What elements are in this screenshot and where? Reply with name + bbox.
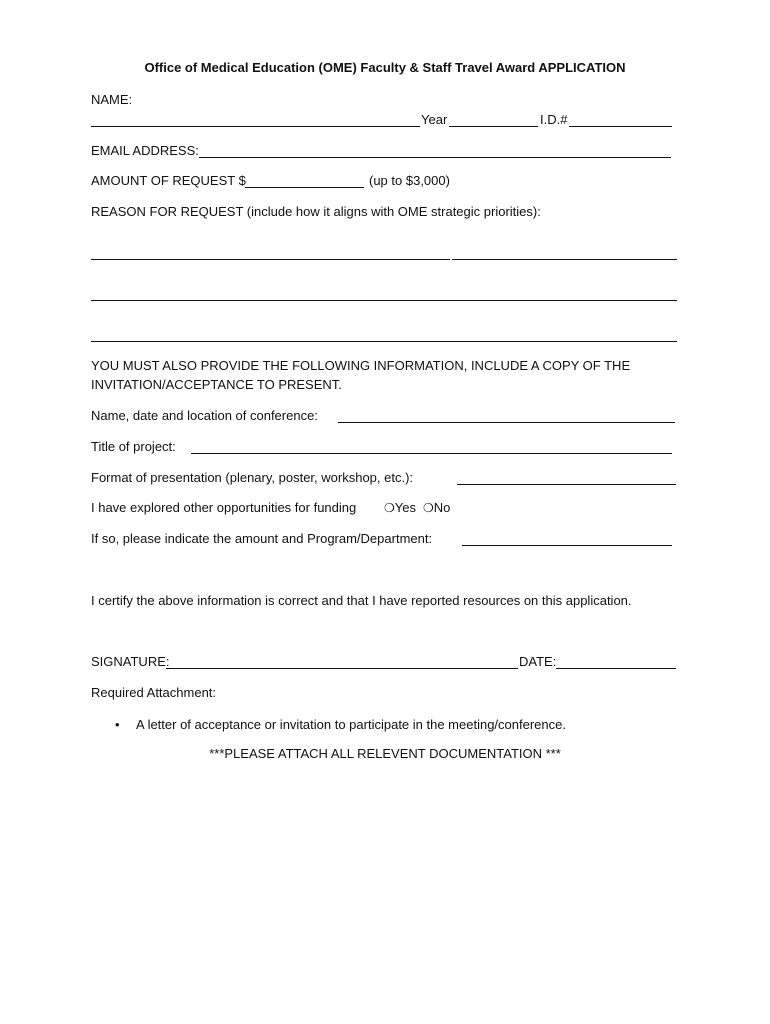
funding-label: I have explored other opportunities for funding bbox=[91, 500, 357, 515]
id-field[interactable] bbox=[569, 126, 672, 127]
amount-field[interactable] bbox=[245, 187, 364, 188]
if-so-label: If so, please indicate the amount and Program/Department: bbox=[91, 531, 433, 546]
id-label: I.D.# bbox=[540, 112, 568, 127]
no-label: No bbox=[433, 500, 451, 515]
project-title-field[interactable] bbox=[191, 453, 672, 454]
must-provide-line-2: INVITATION/ACCEPTANCE TO PRESENT. bbox=[91, 377, 342, 392]
amount-note: (up to $3,000) bbox=[369, 173, 450, 188]
must-provide-line-1: YOU MUST ALSO PROVIDE THE FOLLOWING INFORMATION, INCLUDE A COPY OF THE bbox=[91, 358, 631, 373]
project-title-label: Title of project: bbox=[91, 439, 176, 454]
reason-line-1a[interactable] bbox=[91, 259, 450, 260]
radio-no-icon[interactable]: ❍ bbox=[423, 501, 434, 515]
signature-label: SIGNATURE: bbox=[91, 654, 170, 669]
form-title: Office of Medical Education (OME) Faculty & Staff Travel Award APPLICATION bbox=[144, 60, 626, 75]
if-so-field[interactable] bbox=[462, 545, 672, 546]
required-attachment-label: Required Attachment: bbox=[91, 685, 217, 700]
attachment-item: A letter of acceptance or invitation to participate in the meeting/conference. bbox=[136, 717, 566, 732]
email-label: EMAIL ADDRESS: bbox=[91, 143, 199, 158]
year-label: Year bbox=[421, 112, 448, 127]
reason-label: REASON FOR REQUEST (include how it aligns with OME strategic priorities): bbox=[91, 204, 541, 219]
conference-label: Name, date and location of conference: bbox=[91, 408, 318, 423]
funding-no-option[interactable] bbox=[423, 500, 450, 516]
name-field[interactable] bbox=[91, 126, 420, 127]
format-label: Format of presentation (plenary, poster, workshop, etc.): bbox=[91, 470, 414, 485]
reason-line-3[interactable] bbox=[91, 341, 677, 342]
date-field[interactable] bbox=[556, 668, 676, 669]
conference-field[interactable] bbox=[338, 422, 675, 423]
name-label: NAME: bbox=[91, 92, 133, 107]
format-field[interactable] bbox=[457, 484, 676, 485]
bullet-icon: • bbox=[115, 717, 120, 732]
attach-notice: ***PLEASE ATTACH ALL RELEVENT DOCUMENTATION *** bbox=[209, 746, 561, 761]
yes-label: Yes bbox=[394, 500, 416, 515]
date-label: DATE: bbox=[519, 654, 557, 669]
certify-text: I certify the above information is correct and that I have reported resources on this application. bbox=[91, 593, 632, 608]
reason-line-1b[interactable] bbox=[452, 259, 677, 260]
signature-field[interactable] bbox=[166, 668, 518, 669]
amount-label: AMOUNT OF REQUEST $ bbox=[91, 173, 246, 188]
reason-line-2[interactable] bbox=[91, 300, 677, 301]
email-field[interactable] bbox=[199, 157, 671, 158]
year-field[interactable] bbox=[449, 126, 538, 127]
radio-yes-icon[interactable]: ❍ bbox=[384, 501, 395, 515]
funding-yes-option[interactable] bbox=[384, 500, 416, 516]
